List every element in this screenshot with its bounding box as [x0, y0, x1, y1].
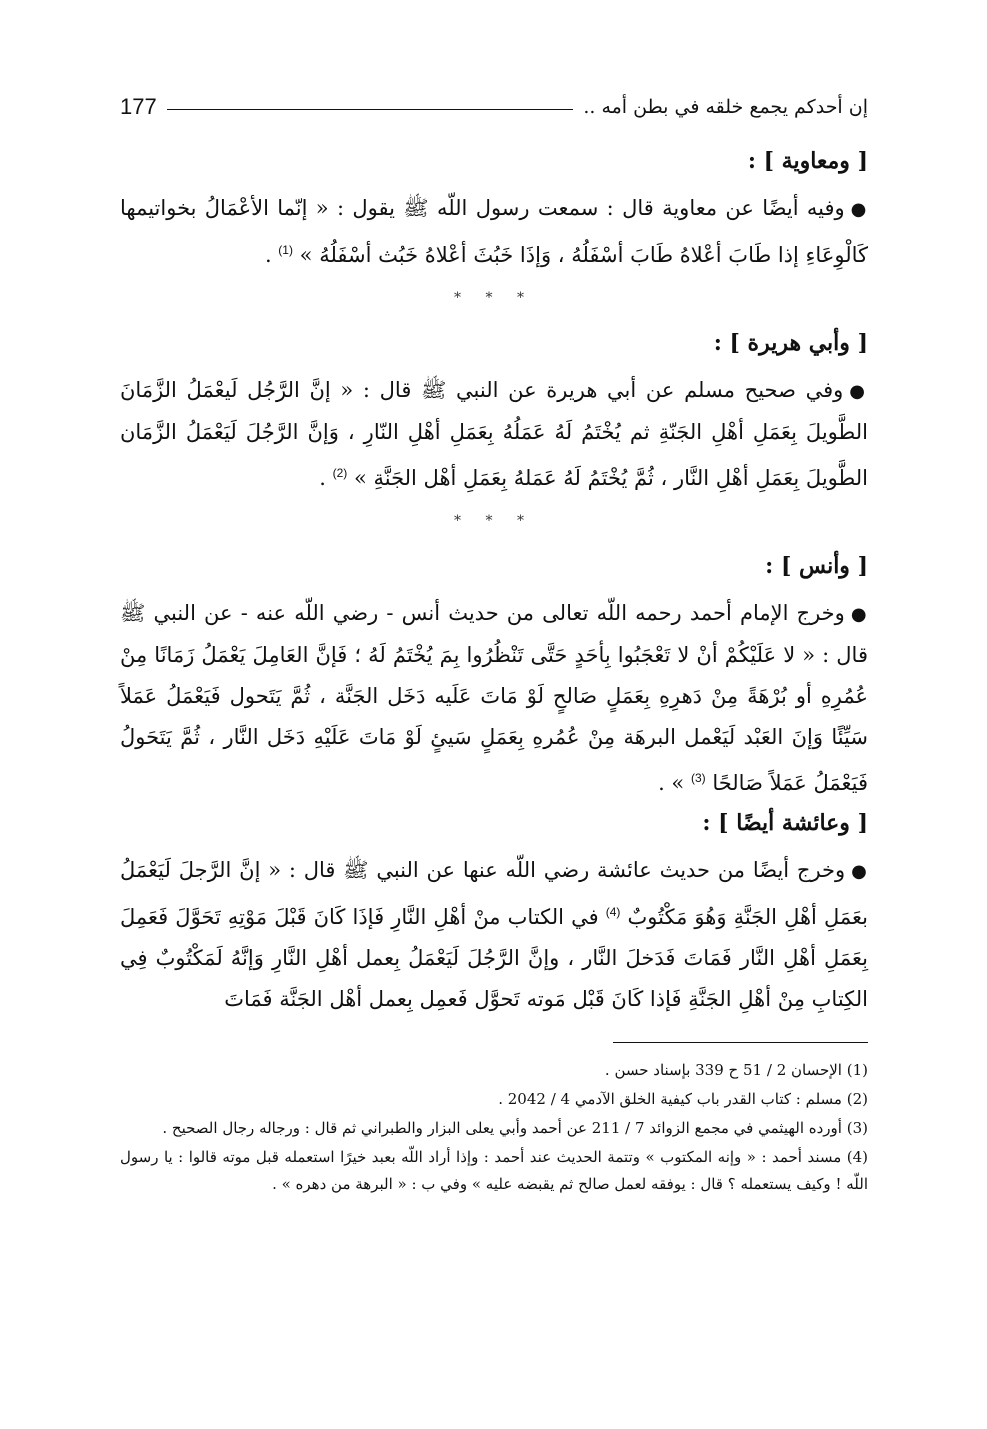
- footnote-1: (1) الإحسان 2 / 51 ح 339 بإسناد حسن .: [604, 1061, 868, 1079]
- footnote-ref: (2): [332, 466, 348, 480]
- bullet-icon: ●: [850, 199, 868, 220]
- section-heading-muawiya: [ ومعاوية ] :: [747, 148, 868, 174]
- bullet-icon: ●: [849, 381, 868, 402]
- paragraph-body: وخرج الإمام أحمد رحمه اللّه تعالى من حديث أنس - رضي اللّه عنه - عن النبي ﷺ قال : « لا عَلَيْكُمْ أنْ لا تَعْجَبُوا بِأحَدٍ حَتَّى تَنْظُرُوا بِمَ يُخْتَمُ لَهُ ؛ فَإنَّ العَامِلَ يَعْمَلُ زَمَانًا مِنْ عُمُرِهِ أو بُرْهَةً مِنْ دَهرِهِ بِعَمَلٍ صَالحٍ لَوْ مَاتَ عَلَيه دَخَل الجَنَّة ، ثُمَّ يَتَحول فَيَعْمَلُ عَمَلاً سَيِّئًا وَإنَ العَبْد لَيَعْمل البرهَة مِنْ عُمُرهِ بِعَمَلٍ سَيئٍ لَوْ مَاتَ عَلَيْهِ دَخَل النَّار ، ثُمَّ يَتَحَولُ فَيَعْمَلُ عَمَلاً صَالحًا: [120, 601, 868, 795]
- section-separator: * * *: [454, 513, 534, 529]
- footnote-rule: [613, 1042, 868, 1043]
- footnote-2: (2) مسلم : كتاب القدر باب كيفية الخلق الآدمي 4 / 2042 .: [498, 1090, 868, 1108]
- section-heading-anas: [ وأنس ] :: [765, 553, 868, 579]
- footnote-4: (4) مسند أحمد : « وإنه المكتوب » وتتمة الحديث عند أحمد : وإذا أراد اللّه بعبد خيرًا استعمله قبل موته قالوا : يا رسول اللّه ! وكيف يستعمله ؟ قال : يوفقه لعمل صالح ثم يقبضه عليه » وفي ب : « البرهة من دهره » .: [120, 1148, 868, 1193]
- paragraph-body-continued: في الكتاب منْ أهْلِ النَّارِ فَإذَا كَانَ قَبْلَ مَوْتِهِ تَحَوَّلَ فَعَمِلَ بِعَمَلِ أهْلِ النَّار فَمَاتَ فَدَخلَ النَّار ، وإنَّ الرَّجُلَ لَيَعْمَلُ بِعمل أهْلِ النَّارِ وَإنَّهُ لَمَكْتُوبٌ فِي الكِتابِ مِنْ أهْلِ الجَنَّةِ فَإذا كَانَ قَبْل مَوته تَحوَّل فَعمِل بِعمل أهْل الجَنَّة فَمَاتَ: [120, 905, 868, 1011]
- section-text-abu-hurayra: [120, 370, 868, 499]
- paragraph-tail: .: [264, 243, 279, 267]
- section-heading-abu-hurayra: [ وأبي هريرة ] :: [713, 330, 868, 356]
- section-text-aisha: [120, 850, 868, 1020]
- paragraph-body: وفيه أيضًا عن معاوية قال : سمعت رسول اللّه ﷺ يقول : « إنّما الأعْمَالُ بخواتيمها كَالْوِعَاءِ إذا طَابَ أعْلاهُ طَابَ أسْفَلُهُ ، وَإذَا خَبُثَ أعْلاهُ خَبُث أسْفَلُهُ »: [120, 196, 868, 267]
- bullet-icon: ●: [851, 861, 868, 882]
- book-page: [120, 90, 868, 1200]
- paragraph-tail: .: [319, 466, 333, 490]
- page-number: 177: [120, 94, 157, 119]
- running-head-rule: [167, 109, 574, 110]
- footnote-ref: (3): [690, 771, 706, 785]
- section-separator: * * *: [454, 290, 534, 306]
- footnote-ref: (4): [605, 905, 621, 919]
- section-text-muawiya: [120, 188, 868, 276]
- paragraph-tail: » .: [658, 771, 691, 795]
- footnotes: [120, 1057, 868, 1198]
- section-text-anas: [120, 593, 868, 804]
- section-heading-aisha: [ وعائشة أيضًا ] :: [702, 810, 868, 836]
- running-head: [120, 90, 868, 124]
- footnote-ref: (1): [278, 243, 293, 257]
- bullet-icon: ●: [850, 604, 868, 625]
- paragraph-body: وخرج أيضًا من حديث عائشة رضي اللّه عنها عن النبي ﷺ قال : « إنَّ الرَّجلَ لَيَعْمَلُ بعَمَلِ أهْلِ الجَنَّةِ وَهُوَ مَكْتُوبٌ: [120, 858, 868, 929]
- paragraph-body: وفي صحيح مسلم عن أبي هريرة عن النبي ﷺ قال : « إنَّ الرَّجُل لَيعْمَلُ الزَّمَانَ الطَّويلَ بِعَمَلِ أهْلِ الجَنّةِ ثم يُخْتَمُ لَهُ عَمَلُهُ بِعَمَلِ أهْلِ النّارِ ، وَإنَّ الرَّجُلَ لَيَعْمَلُ الزَّمَان الطَّويلَ بِعَمَلِ أهْلِ النَّار ، ثُمَّ يُخْتَمُ لَهُ عَمَلهُ بِعَمَلِ أهْل الجَنَّةِ »: [120, 378, 868, 490]
- running-head-title: إن أحدكم يجمع خلقه في بطن أمه ..: [583, 96, 868, 118]
- footnote-3: (3) أورده الهيثمي في مجمع الزوائد 7 / 211 عن أحمد وأبي يعلى البزار والطبراني ثم قال : ورجاله رجال الصحيح .: [162, 1119, 868, 1137]
